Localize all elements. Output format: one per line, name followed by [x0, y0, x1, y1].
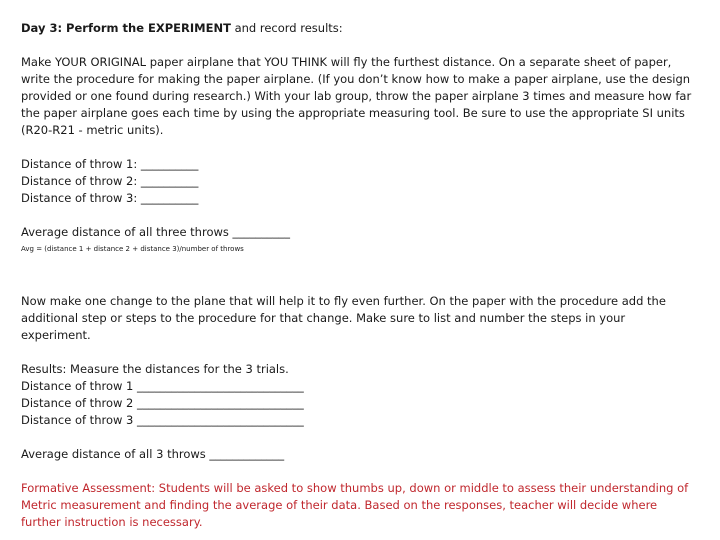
heading-rest: and record results:	[230, 21, 343, 35]
results-average-line: Average distance of all 3 throws _____________	[21, 447, 285, 461]
results-throw-3-line: Distance of throw 3 _____________________________	[21, 413, 304, 427]
average-formula: Avg = (distance 1 + distance 2 + distance 3)/number of throws	[21, 245, 244, 253]
change-paragraph: Now make one change to the plane that will help it to fly even further. On the paper with the procedure add the additional step or steps to the procedure for that change. Make sure to list and number the steps in your experiment.	[21, 294, 666, 342]
results-label: Results: Measure the distances for the 3 trials.	[21, 362, 289, 376]
worksheet-page	[21, 20, 693, 531]
throw-2-line: Distance of throw 2: __________	[21, 174, 199, 188]
heading-bold: Day 3: Perform the EXPERIMENT	[21, 21, 231, 35]
formative-assessment: Formative Assessment: Students will be asked to show thumbs up, down or middle to assess their understanding of Metric measurement and finding the average of their data. Based on the responses, teacher will decide where further instruction is necessary.	[21, 481, 689, 529]
average-line: Average distance of all three throws __________	[21, 225, 291, 239]
throw-3-line: Distance of throw 3: __________	[21, 191, 199, 205]
section-heading	[21, 20, 693, 37]
throw-1-line: Distance of throw 1: __________	[21, 157, 199, 171]
first-throws-list	[21, 156, 693, 207]
intro-paragraph: Make YOUR ORIGINAL paper airplane that YOU THINK will fly the furthest distance. On a separate sheet of paper, write the procedure for making the paper airplane. (If you don’t know how to make a paper airplane, use the design provided or one found during research.) With your lab group, throw the paper airplane 3 times and measure how far the paper airplane goes each time by using the appropriate measuring tool. Be sure to use the appropriate SI units (R20-R21 - metric units).	[21, 55, 692, 137]
results-throw-1-line: Distance of throw 1 _____________________________	[21, 379, 304, 393]
results-throw-2-line: Distance of throw 2 _____________________________	[21, 396, 304, 410]
results-block	[21, 361, 693, 429]
